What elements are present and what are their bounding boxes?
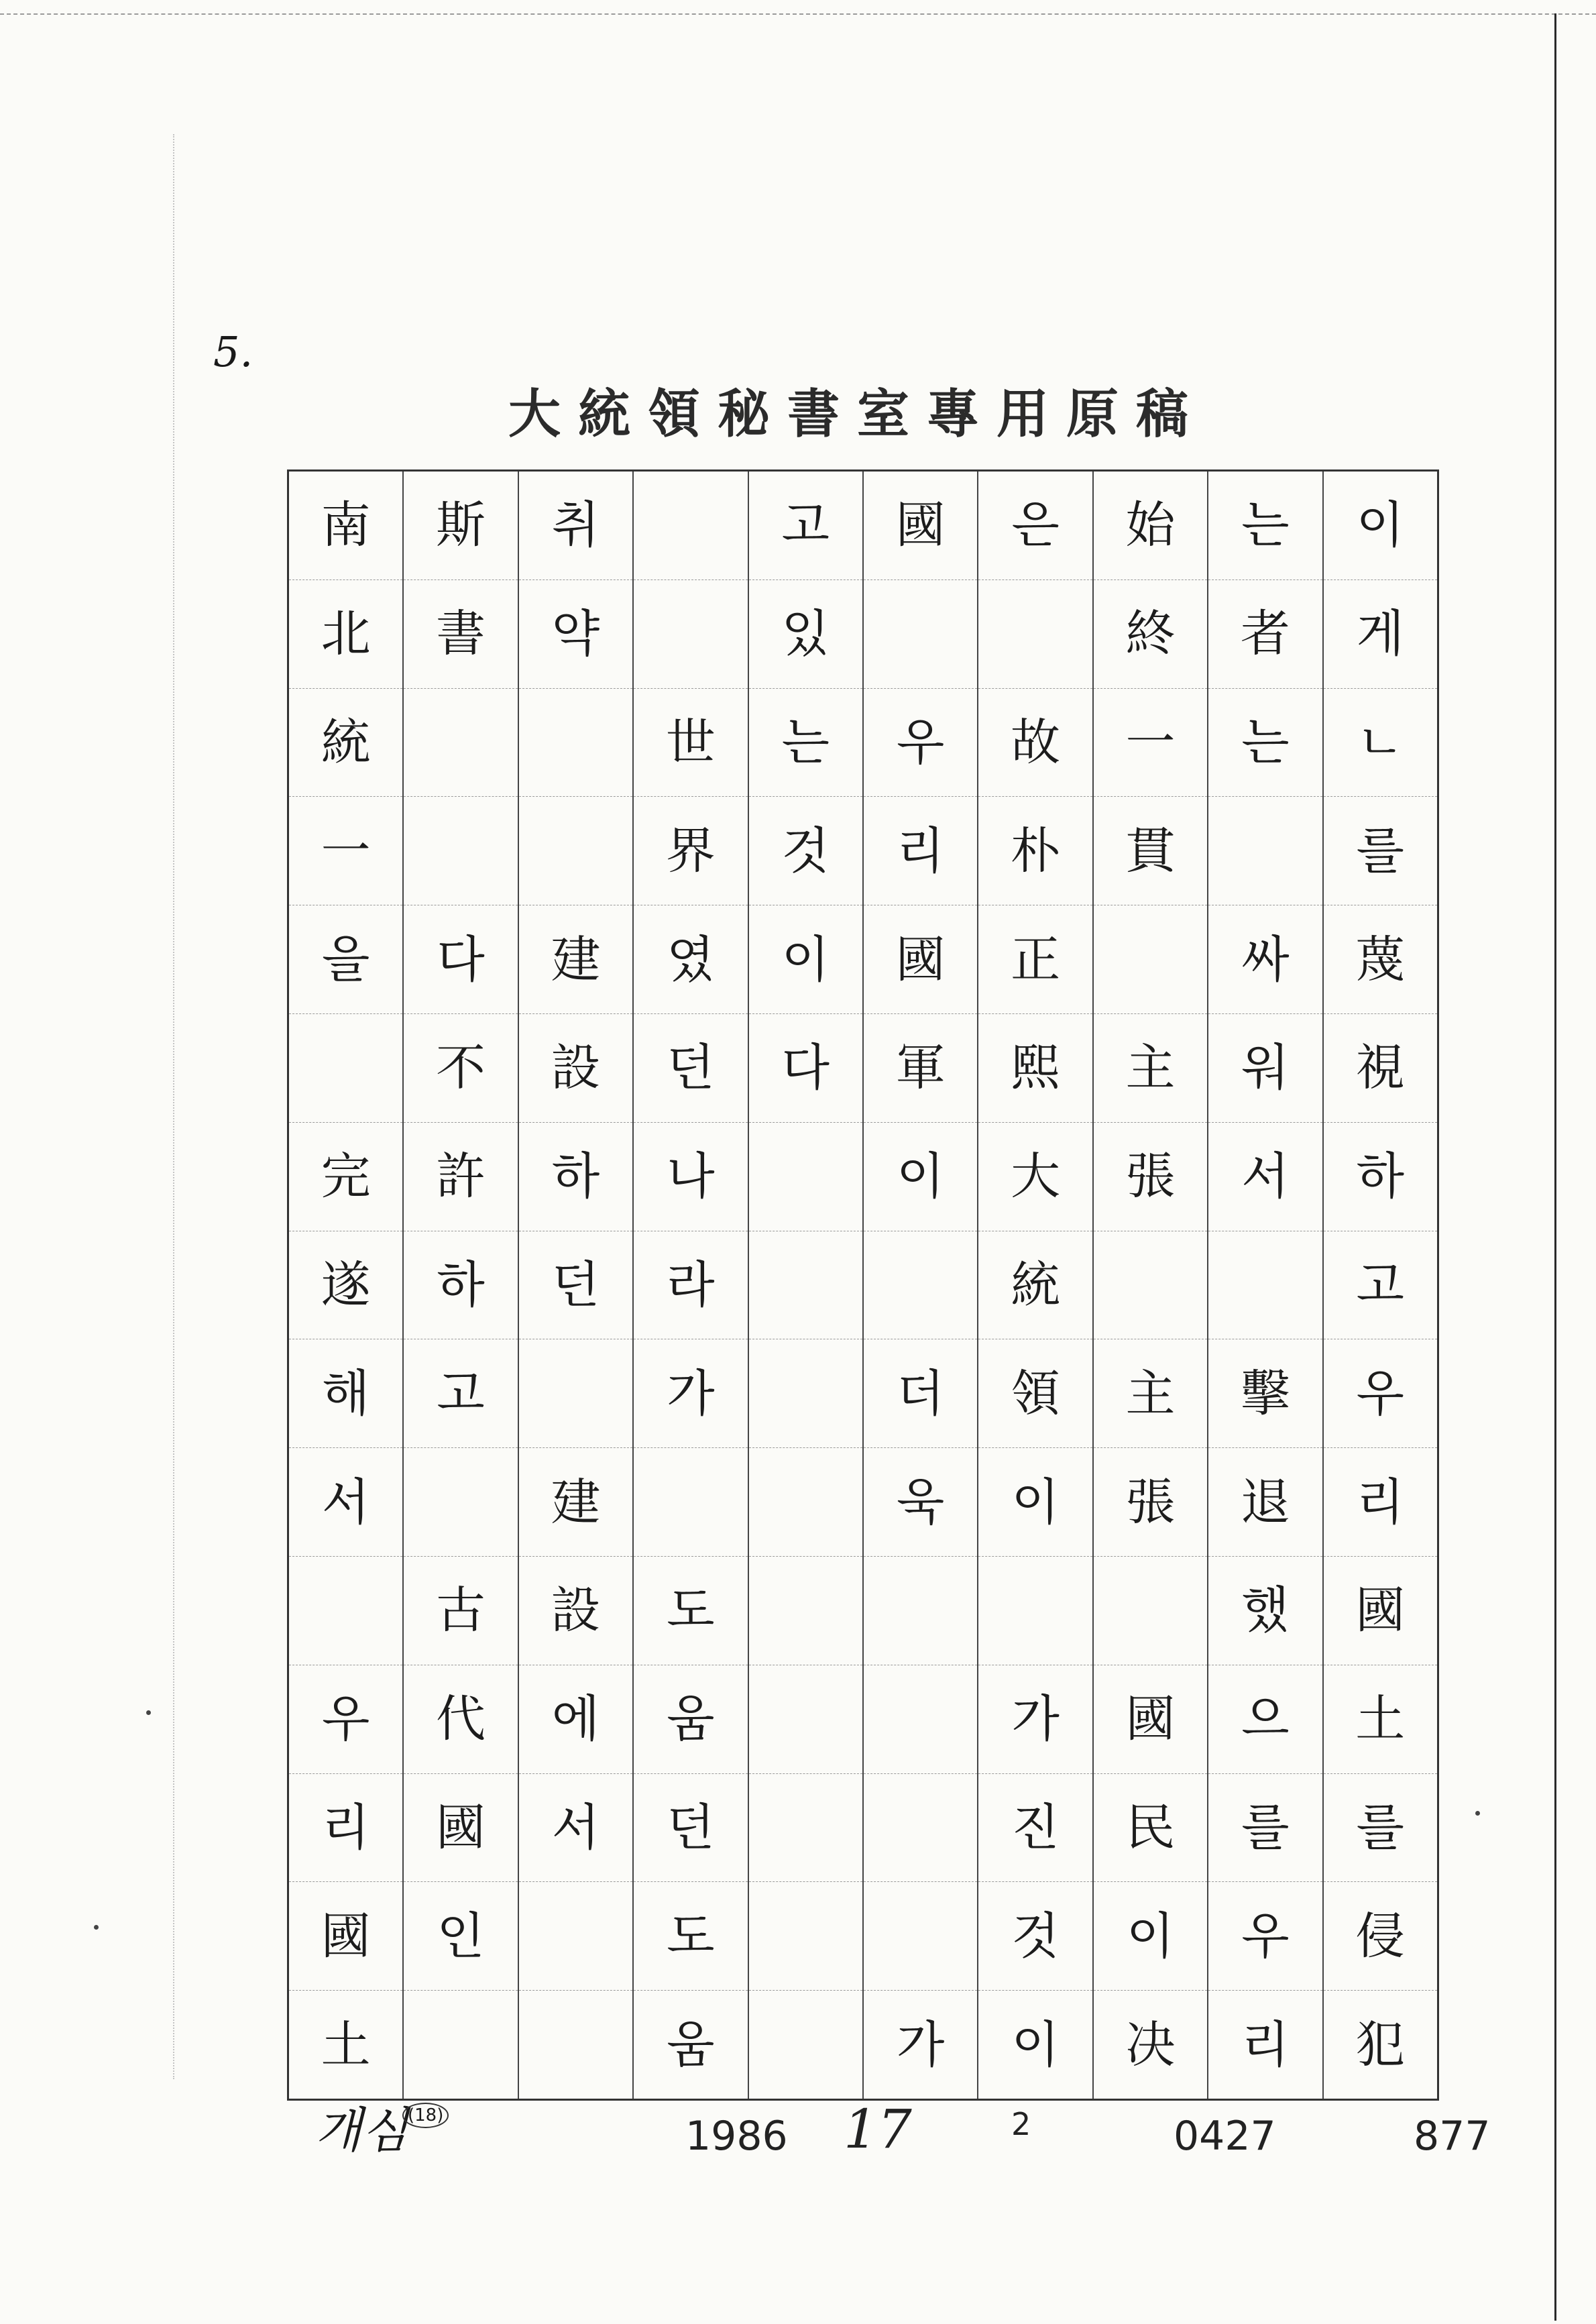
manuscript-cell xyxy=(404,797,517,905)
manuscript-cell: 리 xyxy=(289,1774,402,1883)
manuscript-cell: 正 xyxy=(978,905,1092,1014)
manuscript-column xyxy=(864,472,978,2099)
manuscript-cell: 主 xyxy=(1094,1014,1207,1123)
manuscript-cell xyxy=(1094,1231,1207,1340)
scan-edge-right xyxy=(1554,13,1556,2321)
manuscript-cell: 貫 xyxy=(1094,797,1207,905)
manuscript-cell: 다 xyxy=(749,1014,862,1123)
manuscript-cell: 視 xyxy=(1324,1014,1437,1123)
manuscript-cell: 界 xyxy=(634,797,747,905)
manuscript-cell: 하 xyxy=(404,1231,517,1340)
manuscript-cell: 나 xyxy=(634,1123,747,1231)
manuscript-cell xyxy=(404,1991,517,2099)
manuscript-cell: 北 xyxy=(289,580,402,689)
manuscript-cell: 우 xyxy=(1324,1339,1437,1448)
manuscript-cell xyxy=(864,580,977,689)
manuscript-cell xyxy=(289,1014,402,1123)
footer-year: 1986 xyxy=(685,2113,788,2160)
manuscript-cell xyxy=(749,1882,862,1991)
manuscript-cell: 있 xyxy=(749,580,862,689)
manuscript-cell: 가 xyxy=(634,1339,747,1448)
manuscript-column xyxy=(1208,472,1323,2099)
manuscript-cell: 는 xyxy=(749,689,862,797)
manuscript-column xyxy=(289,472,404,2099)
manuscript-cell: 蔑 xyxy=(1324,905,1437,1014)
footer-code: 0427 xyxy=(1174,2113,1276,2160)
manuscript-cell: 는 xyxy=(1208,689,1322,797)
manuscript-cell: 國 xyxy=(289,1882,402,1991)
manuscript-cell: 였 xyxy=(634,905,747,1014)
manuscript-cell: 리 xyxy=(1324,1448,1437,1557)
manuscript-cell: 해 xyxy=(289,1339,402,1448)
manuscript-cell: 主 xyxy=(1094,1339,1207,1448)
manuscript-cell: 一 xyxy=(289,797,402,905)
manuscript-cell xyxy=(749,1123,862,1231)
manuscript-cell: 진 xyxy=(978,1774,1092,1883)
manuscript-cell: 國 xyxy=(864,905,977,1014)
manuscript-cell: 國 xyxy=(1094,1665,1207,1774)
scan-speck xyxy=(1475,1811,1480,1816)
manuscript-cell xyxy=(749,1991,862,2099)
manuscript-cell xyxy=(634,580,747,689)
manuscript-cell: 서 xyxy=(289,1448,402,1557)
manuscript-header-title: 大統領秘書室專用原稿 xyxy=(508,384,1206,445)
footer-page: 877 xyxy=(1414,2113,1491,2160)
manuscript-cell: 하 xyxy=(519,1123,632,1231)
manuscript-cell xyxy=(289,1557,402,1665)
manuscript-cell xyxy=(404,689,517,797)
manuscript-cell: 領 xyxy=(978,1339,1092,1448)
manuscript-cell: 退 xyxy=(1208,1448,1322,1557)
manuscript-column xyxy=(404,472,518,2099)
manuscript-cell xyxy=(978,1557,1092,1665)
manuscript-column xyxy=(978,472,1093,2099)
manuscript-cell: 國 xyxy=(1324,1557,1437,1665)
manuscript-cell xyxy=(1208,1231,1322,1340)
manuscript-cell: 라 xyxy=(634,1231,747,1340)
manuscript-cell: 書 xyxy=(404,580,517,689)
manuscript-cell: 設 xyxy=(519,1014,632,1123)
manuscript-cell: 軍 xyxy=(864,1014,977,1123)
manuscript-cell: 一 xyxy=(1094,689,1207,797)
manuscript-cell xyxy=(749,1557,862,1665)
manuscript-cell xyxy=(864,1557,977,1665)
manuscript-cell: 리 xyxy=(1241,2015,1290,2074)
manuscript-cell: ㄴ xyxy=(1324,689,1437,797)
manuscript-cell: 우 xyxy=(864,689,977,797)
manuscript-cell: 世 xyxy=(634,689,747,797)
scan-edge-top xyxy=(0,13,1596,15)
page-number: 5. xyxy=(213,327,253,376)
manuscript-cell: 서 xyxy=(519,1774,632,1883)
manuscript-cell: 취 xyxy=(519,472,632,580)
manuscript-cell: 에 xyxy=(519,1665,632,1774)
manuscript-cell xyxy=(749,1339,862,1448)
manuscript-cell: 가 xyxy=(978,1665,1092,1774)
manuscript-cell: 인 xyxy=(404,1882,517,1991)
manuscript-cell: 南 xyxy=(289,472,402,580)
manuscript-cell: 움 xyxy=(667,2015,715,2074)
manuscript-cell: 는 xyxy=(1208,472,1322,580)
footer-small-mark: 2 xyxy=(1011,2106,1031,2142)
manuscript-cell: 張 xyxy=(1094,1448,1207,1557)
manuscript-cell: 决 xyxy=(1125,2015,1176,2074)
manuscript-cell: 大 xyxy=(978,1123,1092,1231)
manuscript-cell: 으 xyxy=(1208,1665,1322,1774)
manuscript-cell xyxy=(1208,797,1322,905)
manuscript-cell: 故 xyxy=(978,689,1092,797)
manuscript-cell xyxy=(634,472,747,580)
manuscript-cell: 이 xyxy=(749,905,862,1014)
manuscript-cell: 싸 xyxy=(1208,905,1322,1014)
manuscript-cell xyxy=(519,1882,632,1991)
manuscript-cell: 움 xyxy=(634,1665,747,1774)
manuscript-cell xyxy=(749,1665,862,1774)
manuscript-cell: 워 xyxy=(1208,1014,1322,1123)
manuscript-cell: 것 xyxy=(749,797,862,905)
manuscript-cell xyxy=(519,689,632,797)
manuscript-cell: 했 xyxy=(1208,1557,1322,1665)
manuscript-cell: 代 xyxy=(404,1665,517,1774)
manuscript-cell: 던 xyxy=(634,1774,747,1883)
manuscript-cell xyxy=(404,1448,517,1557)
manuscript-cell: 者 xyxy=(1208,580,1322,689)
scan-speck xyxy=(146,1710,151,1715)
manuscript-cell: 도 xyxy=(634,1882,747,1991)
manuscript-cell: 斯 xyxy=(404,472,517,580)
manuscript-cell: 朴 xyxy=(978,797,1092,905)
manuscript-cell: 은 xyxy=(978,472,1092,580)
manuscript-column xyxy=(749,472,864,2099)
manuscript-cell: 建 xyxy=(519,1448,632,1557)
manuscript-cell: 가 xyxy=(896,2015,945,2074)
manuscript-cell: 를 xyxy=(1324,797,1437,905)
manuscript-cell xyxy=(519,1339,632,1448)
manuscript-cell xyxy=(749,1448,862,1557)
manuscript-cell: 우 xyxy=(1208,1882,1322,1991)
manuscript-cell: 土 xyxy=(321,2015,371,2074)
manuscript-cell: 욱 xyxy=(864,1448,977,1557)
manuscript-cell xyxy=(864,1231,977,1340)
manuscript-cell: 하 xyxy=(1324,1123,1437,1231)
manuscript-cell: 이 xyxy=(1094,1882,1207,1991)
manuscript-cell: 것 xyxy=(978,1882,1092,1991)
manuscript-column xyxy=(634,472,748,2099)
manuscript-cell xyxy=(864,1665,977,1774)
manuscript-cell: 國 xyxy=(864,472,977,580)
manuscript-cell: 終 xyxy=(1094,580,1207,689)
manuscript-cell: 完 xyxy=(289,1123,402,1231)
signature-mark: (18) xyxy=(402,2103,449,2128)
manuscript-cell: 土 xyxy=(1324,1665,1437,1774)
manuscript-cell xyxy=(978,580,1092,689)
manuscript-cell: 國 xyxy=(404,1774,517,1883)
manuscript-cell: 고 xyxy=(749,472,862,580)
scan-speck xyxy=(94,1925,99,1930)
manuscript-cell: 熙 xyxy=(978,1014,1092,1123)
manuscript-cell: 던 xyxy=(519,1231,632,1340)
footer-handwritten-mark: 17 xyxy=(844,2098,912,2160)
manuscript-cell: 게 xyxy=(1324,580,1437,689)
manuscript-cell: 다 xyxy=(404,905,517,1014)
manuscript-cell: 이 xyxy=(1011,2015,1060,2074)
manuscript-grid xyxy=(287,469,1439,2101)
manuscript-cell: 張 xyxy=(1094,1123,1207,1231)
signature: 개심 xyxy=(315,2102,409,2158)
manuscript-cell xyxy=(749,1774,862,1883)
manuscript-cell: 이 xyxy=(978,1448,1092,1557)
manuscript-cell xyxy=(634,1448,747,1557)
manuscript-cell xyxy=(1094,1557,1207,1665)
manuscript-cell: 고 xyxy=(404,1339,517,1448)
manuscript-cell: 始 xyxy=(1094,472,1207,580)
manuscript-cell: 統 xyxy=(289,689,402,797)
manuscript-cell: 古 xyxy=(404,1557,517,1665)
manuscript-cell: 이 xyxy=(1324,472,1437,580)
manuscript-cell: 遂 xyxy=(289,1231,402,1340)
manuscript-cell: 이 xyxy=(864,1123,977,1231)
manuscript-cell: 侵 xyxy=(1324,1882,1437,1991)
manuscript-cell: 를 xyxy=(1324,1774,1437,1883)
manuscript-cell xyxy=(519,1991,632,2099)
manuscript-cell: 設 xyxy=(519,1557,632,1665)
manuscript-cell: 許 xyxy=(404,1123,517,1231)
scan-margin-left xyxy=(173,134,174,2079)
manuscript-cell: 不 xyxy=(404,1014,517,1123)
manuscript-column xyxy=(519,472,634,2099)
manuscript-cell: 리 xyxy=(864,797,977,905)
manuscript-cell: 民 xyxy=(1094,1774,1207,1883)
manuscript-cell: 를 xyxy=(1208,1774,1322,1883)
manuscript-cell: 擊 xyxy=(1208,1339,1322,1448)
manuscript-cell: 더 xyxy=(864,1339,977,1448)
manuscript-cell: 統 xyxy=(978,1231,1092,1340)
manuscript-column xyxy=(1094,472,1208,2099)
manuscript-cell: 던 xyxy=(634,1014,747,1123)
manuscript-cell: 犯 xyxy=(1355,2015,1406,2074)
manuscript-cell xyxy=(864,1882,977,1991)
manuscript-cell: 建 xyxy=(519,905,632,1014)
manuscript-cell: 고 xyxy=(1324,1231,1437,1340)
manuscript-cell: 도 xyxy=(634,1557,747,1665)
manuscript-cell: 서 xyxy=(1208,1123,1322,1231)
manuscript-column xyxy=(1324,472,1437,2099)
manuscript-cell xyxy=(864,1774,977,1883)
manuscript-cell: 우 xyxy=(289,1665,402,1774)
manuscript-cell xyxy=(1094,905,1207,1014)
manuscript-cell xyxy=(749,1231,862,1340)
manuscript-cell: 약 xyxy=(519,580,632,689)
manuscript-cell xyxy=(519,797,632,905)
manuscript-cell: 을 xyxy=(289,905,402,1014)
